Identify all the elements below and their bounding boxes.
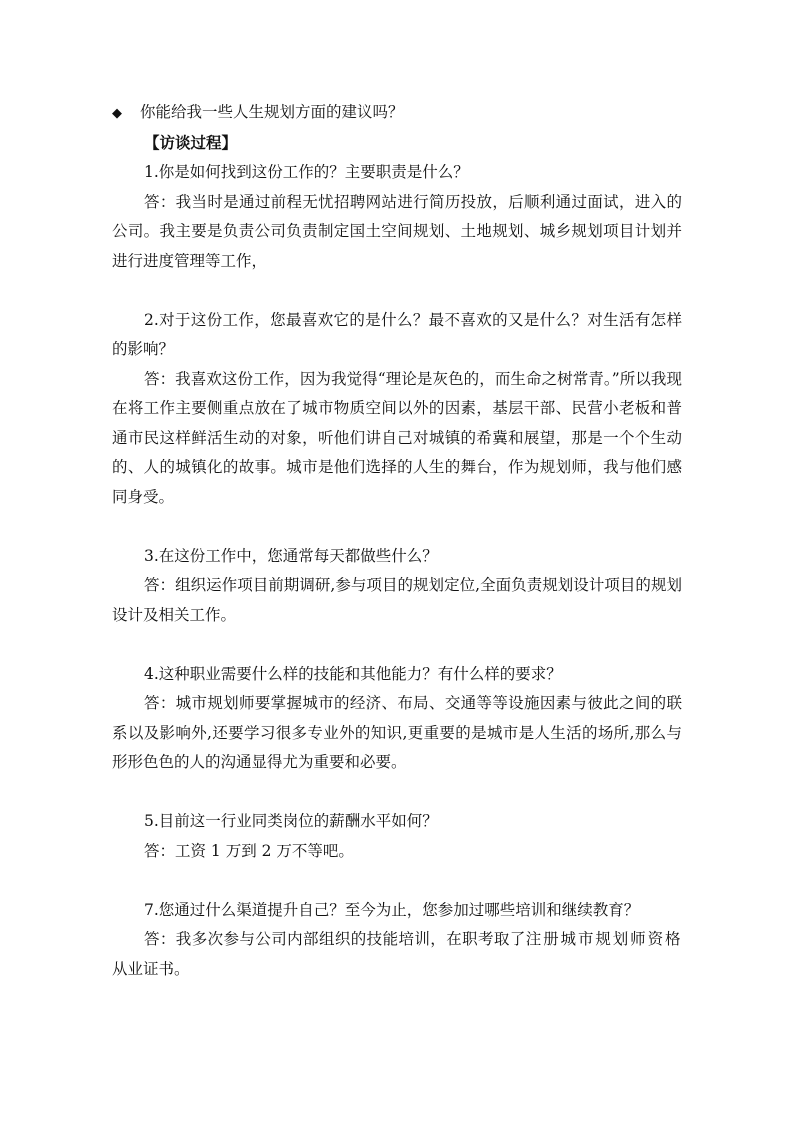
question-2: 2.对于这份工作，您最喜欢它的是什么？最不喜欢的又是什么？对生活有怎样的影响？	[112, 310, 682, 358]
question-1: 1.你是如何找到这份工作的？主要职责是什么？	[144, 163, 469, 181]
spacer	[112, 630, 682, 660]
answer-3: 答：组织运作项目前期调研,参与项目的规划定位,全面负责规划设计项目的规划设计及相关工作。	[112, 576, 682, 624]
question-7: 7.您通过什么渠道提升自己？至今为止，您参加过哪些培训和继续教育？	[144, 900, 640, 919]
question-4: 4.这种职业需要什么样的技能和其他能力？有什么样的要求？	[144, 664, 562, 683]
answer-7	[112, 925, 682, 984]
answer-2: 答：我喜欢这份工作，因为我觉得“理论是灰色的，而生命之树常青。”所以我现在将工作主要侧重点放在了城市物质空间以外的因素，基层干部、民营小老板和普通市民这样鲜活生动的对象，听他们讲自己对城镇的希冀和展望，那是一个个生动的、人的城镇化的故事。城市是他们选择的人生的舞台，作为规划师，我与他们感同身受。	[112, 369, 682, 506]
intro-question: 你能给我一些人生规划方面的建议吗？	[140, 103, 404, 121]
section-heading: 【访谈过程】	[144, 133, 238, 152]
answer-1: 答：我当时是通过前程无忧招聘网站进行简历投放，后顺利通过面试，进入的公司。我主要是负责公司负责制定国土空间规划、土地规划、城乡规划项目计划并进行进度管理等工作，	[112, 192, 682, 270]
intro-question-line	[112, 98, 682, 129]
question-3: 3.在这份工作中，您通常每天都做些什么？	[144, 546, 438, 565]
document-body	[112, 98, 682, 984]
spacer	[112, 866, 682, 896]
answer-7-part1: 答：我多次参与公司内部组织的技能培训，在职考取了	[144, 930, 526, 948]
question-5: 5.目前这一行业同类岗位的薪酬水平如何？	[144, 812, 438, 830]
answer-5: 答：工资 1 万到 2 万不等吧。	[144, 841, 354, 860]
spacer	[112, 512, 682, 542]
answer-7-certificate: 注册城市规划师资格	[525, 930, 682, 948]
spacer	[112, 276, 682, 306]
answer-4: 答：城市规划师要掌握城市的经济、布局、交通等等设施因素与彼此之间的联系以及影响外,还要学习很多专业外的知识,更重要的是城市是人生活的场所,那么与形形色色的人的沟通显得尤为重要和必要。	[112, 694, 682, 771]
spacer	[112, 778, 682, 808]
diamond-bullet-icon: ◆	[112, 106, 122, 121]
answer-7-part3: 从业证书。	[112, 959, 190, 978]
